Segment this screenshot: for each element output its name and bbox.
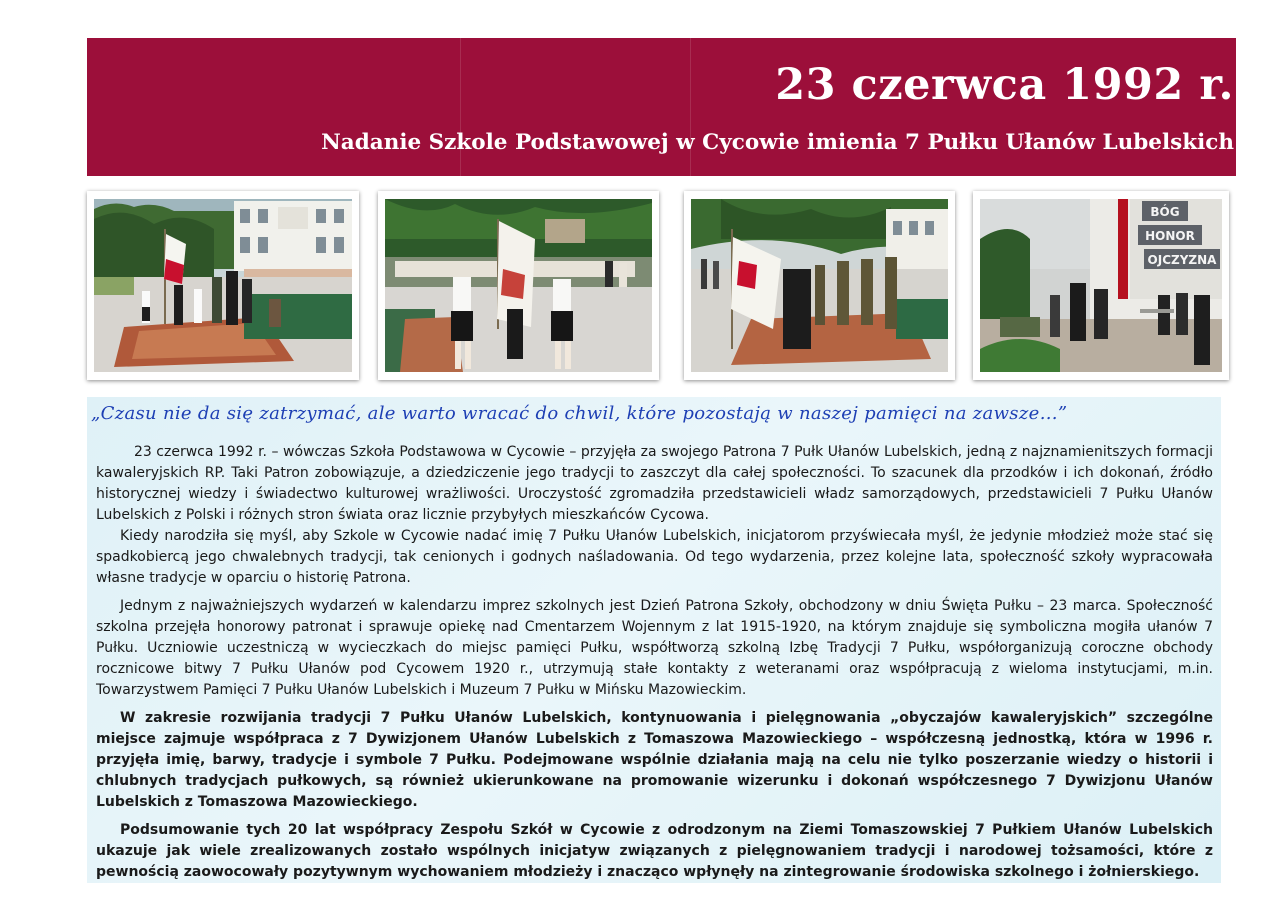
paragraph: 23 czerwca 1992 r. – wówczas Szkoła Podstawowa w Cycowie – przyjęła za swojego Patrona 7 Pułk Ułanów Lubelskich, jedną z najznamienitszych formacji kawaleryjskich RP. Taki Patron zobowiązuje, a dziedziczenie jego tradycji to zaszczyt dla całej społeczności. To szacunek dla przodków i ich dokonań, źródło historycznej wiedzy i świadectwo kulturowej wrażliwości. Uroczystość zgromadziła przedstawicieli władz samorządowych, przedstawicieli 7 Pułku Ułanów Lubelskich z Polski i różnych stron świata oraz licznie przybyłych mieszkańców Cycowa. — [96, 444, 1213, 523]
photo-handing-standard — [684, 191, 955, 380]
paragraph: Kiedy narodziła się myśl, aby Szkole w Cycowie nadać imię 7 Pułku Ułanów Lubelskich, inicjatorom przyświecała myśl, że jedynie młodzież może stać się spadkobiercą jego chwalebnych tradycji, tak cenionych i godnych naśladowania. Od tego wydarzenia, przez kolejne lata, społeczność szkoły wypracowała własne tradycje w oparciu o historię Patrona. — [96, 528, 1213, 586]
sign-word-honor: HONOR — [1145, 229, 1195, 243]
paragraph: Jednym z najważniejszych wydarzeń w kalendarzu imprez szkolnych jest Dzień Patrona Szkoły, obchodzony w dniu Święta Pułku – 23 marca. Społeczność szkolna przejęła honorowy patronat i sprawuje opiekę nad Cmentarzem Wojennym z lat 1915-1920, na którym znajduje się symboliczna mogiła ułanów 7 Pułku. Uczniowie uczestniczą w wycieczkach do miejsc pamięci Pułku, współtworzą szkolną Izbę Tradycji 7 Pułku, współorganizują coroczne obchody rocznicowe bitwy 7 Pułku Ułanów pod Cycowem 1920 r., utrzymują stałe kontakty z weteranami oraz współpracują z wieloma instytucjami, m.in. Towarzystwem Pamięci 7 Pułku Ułanów Lubelskich i Muzeum 7 Pułku w Mińsku Mazowieckim. — [96, 598, 1213, 698]
photo-ceremony-school — [87, 191, 359, 380]
motto-quote: „Czasu nie da się zatrzymać, ale warto wracać do chwil, które pozostają w naszej pamięci na zawsze…” — [91, 403, 1068, 424]
page-title-date: 23 czerwca 1992 r. — [775, 60, 1234, 110]
title-banner — [87, 38, 1236, 176]
paragraph-bold: W zakresie rozwijania tradycji 7 Pułku Ułanów Lubelskich, kontynuowania i pielęgnowania „obyczajów kawaleryjskich” szczególne miejsce zajmuje współpraca z 7 Dywizjonem Ułanów Lubelskich z Tomaszowa Mazowieckiego – współczesną jednostką, która w 1996 r. przyjęła imię, barwy, tradycje i symbole 7 Pułku. Podejmowane wspólnie działania mają na celu nie tylko poszerzanie wiedzy o historii i chlubnych tradycjach pułkowych, są również ukierunkowane na promowanie wizerunku i dokonań współczesnego 7 Dywizjonu Ułanów Lubelskich z Tomaszowa Mazowieckiego. — [96, 710, 1213, 810]
sign-word-bog: BÓG — [1150, 205, 1180, 219]
sign-word-ojczyzna: OJCZYZNA — [1147, 253, 1217, 267]
photo-standard-parade — [378, 191, 659, 380]
paragraph-bold: Podsumowanie tych 20 lat współpracy Zespołu Szkół w Cycowie z odrodzonym na Ziemi Tomaszowskiej 7 Pułkiem Ułanów Lubelskich ukazuje jak wiele zrealizowanych zostało wspólnych inicjatyw związanych z pielęgnowaniem tradycji i narodowej tożsamości, które z pewnością zaowocowały pozytywnym wychowaniem młodzieży i znacząco wpłynęły na zintegrowanie środowiska szkolnego i żołnierskiego. — [96, 822, 1213, 880]
banner-fold-line — [460, 38, 461, 176]
page-subtitle: Nadanie Szkole Podstawowej w Cycowie imienia 7 Pułku Ułanów Lubelskich — [321, 130, 1234, 155]
banner-fold-line — [690, 38, 691, 176]
photo-standard-parade-image — [385, 199, 652, 372]
photo-handing-standard-image — [691, 199, 948, 372]
photo-stage-honor — [973, 191, 1229, 380]
article-body — [96, 442, 1213, 883]
content-panel — [87, 397, 1221, 883]
photo-ceremony-school-image — [94, 199, 352, 372]
photo-stage-honor-image — [980, 199, 1222, 372]
